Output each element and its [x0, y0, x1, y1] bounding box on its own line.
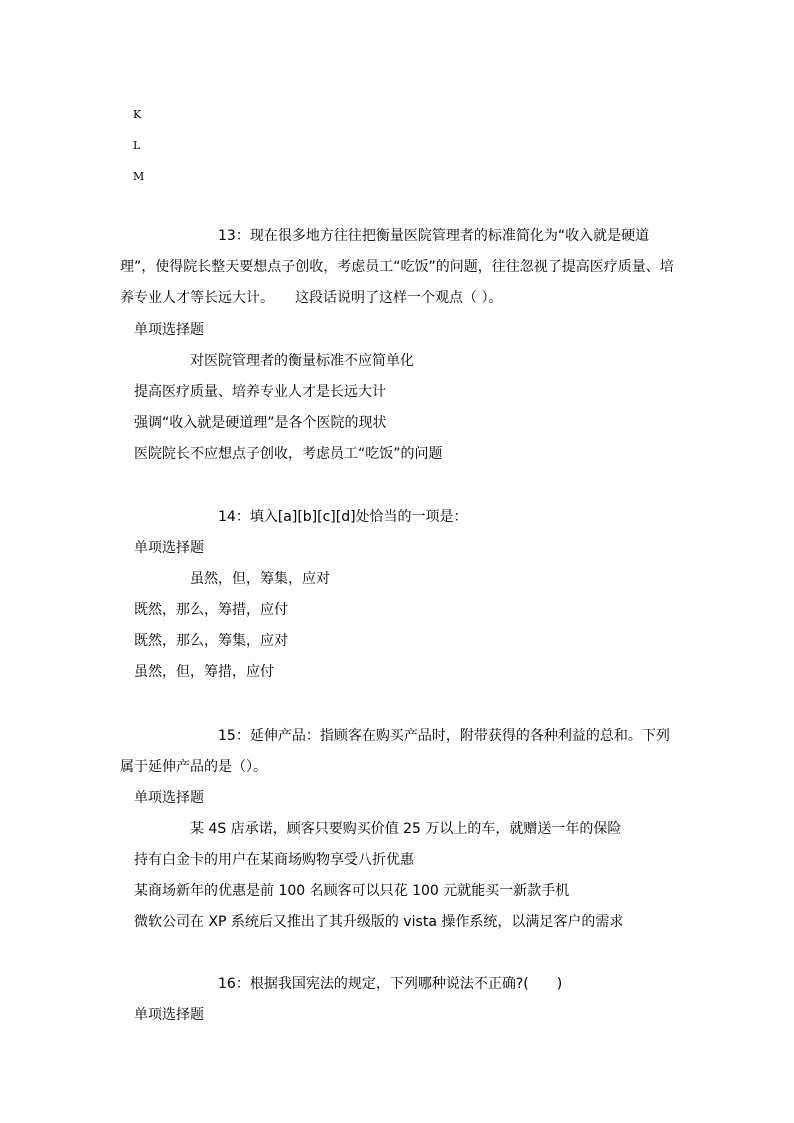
question-14-stem: 14：填入[a][b][c][d]处恰当的一项是：: [218, 509, 468, 525]
question-15-stem: 15：延伸产品：指顾客在购买产品时，附带获得的各种利益的总和。下列属于延伸产品的是（）。: [120, 728, 670, 775]
option-letter-l: L: [133, 139, 141, 152]
question-16-type: 单项选择题: [134, 1007, 204, 1023]
question-13-stem: 13：现在很多地方往往把衡量医院管理者的标准简化为“收入就是硬道理”，使得院长整天要想点子创收，考虑员工“吃饭”的问题，往往忽视了提高医疗质量、培养专业人才等长远大计。 这段话说明了这样一个观点（ ）。: [120, 228, 674, 306]
question-13-option-a[interactable]: 对医院管理者的衡量标准不应简单化: [190, 353, 414, 369]
question-14-option-d[interactable]: 虽然，但，筹措，应付: [134, 664, 274, 680]
question-13-type: 单项选择题: [134, 322, 204, 338]
question-16-stem: 16：根据我国宪法的规定，下列哪种说法不正确?( ): [218, 976, 563, 992]
question-13-option-c[interactable]: 强调“收入就是硬道理”是各个医院的现状: [134, 415, 387, 431]
question-14-option-b[interactable]: 既然，那么，筹措，应付: [134, 602, 288, 618]
question-15-option-a[interactable]: 某 4S 店承诺，顾客只要购买价值 25 万以上的车，就赠送一年的保险: [190, 821, 622, 837]
question-13-option-d[interactable]: 医院院长不应想点子创收，考虑员工“吃饭”的问题: [134, 446, 443, 462]
question-15-option-c[interactable]: 某商场新年的优惠是前 100 名顾客可以只花 100 元就能买一新款手机: [134, 883, 570, 899]
question-15-option-d[interactable]: 微软公司在 XP 系统后又推出了其升级版的 vista 操作系统，以满足客户的需求: [134, 914, 624, 930]
question-14-option-c[interactable]: 既然，那么，筹集，应对: [134, 633, 288, 649]
question-14-type: 单项选择题: [134, 540, 204, 556]
question-15-option-b[interactable]: 持有白金卡的用户在某商场购物享受八折优惠: [134, 852, 414, 868]
option-letter-m: M: [133, 170, 145, 183]
option-letter-k: K: [133, 108, 142, 121]
question-13-option-b[interactable]: 提高医疗质量、培养专业人才是长远大计: [134, 384, 386, 400]
question-15-type: 单项选择题: [134, 790, 204, 806]
question-14-option-a[interactable]: 虽然，但，筹集，应对: [190, 571, 330, 587]
